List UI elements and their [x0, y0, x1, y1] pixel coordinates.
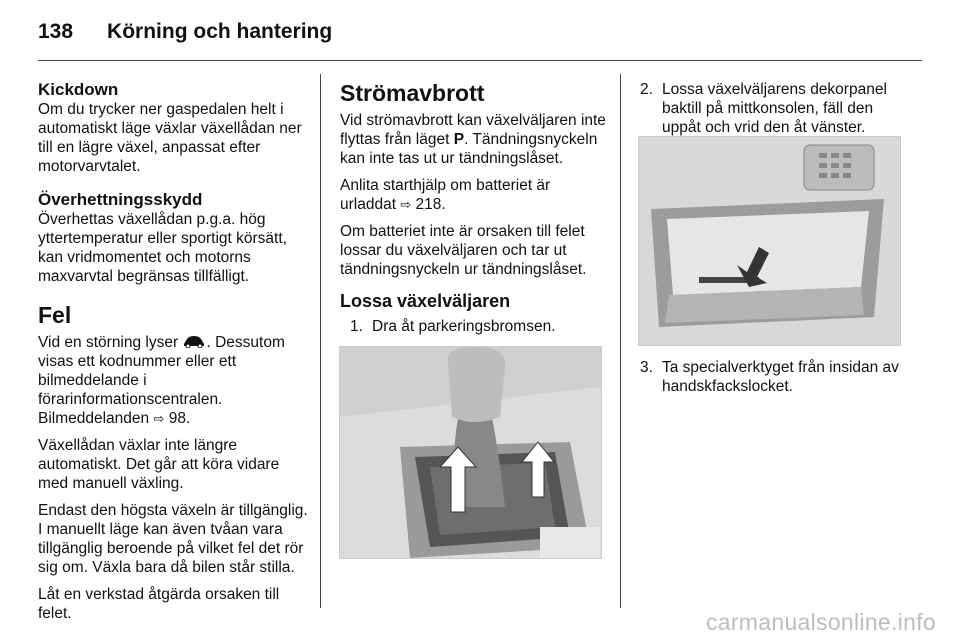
page-reference-arrow-icon: ⇨ [153, 411, 165, 426]
car-transmission-warning-icon [182, 335, 206, 348]
steps-list-3 [640, 358, 910, 396]
column-divider-2 [620, 74, 621, 608]
list-item: 1. Dra åt parkeringsbromsen. [350, 318, 556, 335]
steps-list-1 [340, 317, 608, 336]
list-item: 3. Ta specialverktyget från insidan av handskfackslocket. [640, 359, 899, 395]
fel-heading: Fel [38, 302, 72, 328]
stromavbrott-paragraph-1: Vid strömavbrott kan växelväljaren inte flyttas från läget P. Tändningsnyckeln kan inte tas ut ur tändningslåset. [340, 112, 606, 167]
fel-paragraph-3: Endast den högsta växeln är tillgänglig. I manuellt läge kan även tvåan vara tillgänglig beroende på vilket fel det rör sig om. Växla bara då bilen står stilla. [38, 502, 308, 576]
column-3 [640, 80, 910, 137]
overheat-text: Överhettas växellådan p.g.a. hög yttertemperatur eller sportigt körsätt, kan vridmomentet och motorns maxvarvtal begränsas tillfälligt. [38, 211, 287, 285]
page-header [38, 20, 332, 44]
column-1 [38, 80, 308, 631]
gear-lever-illustration [339, 346, 602, 559]
column-divider-1 [320, 74, 321, 608]
page-number: 138 [38, 20, 74, 43]
fel-paragraph-2: Växellådan växlar inte längre automatiskt. Det går att köra vidare med manuell växling. [38, 437, 280, 492]
fel-paragraph-1: Vid en störning lyser . Dessutom visas ett kodnummer eller ett bilmeddelande i förarinformationscentralen. Bilmeddelanden ⇨ 98. [38, 334, 285, 427]
kickdown-heading: Kickdown [38, 80, 119, 99]
stromavbrott-paragraph-2: Anlita starthjälp om batteriet är urladdat ⇨ 218. [340, 177, 551, 213]
list-item: 2. Lossa växelväljarens dekorpanel baktill på mittkonsolen, fäll den uppåt och vrid den åt vänster. [640, 81, 887, 136]
console-panel-illustration [638, 136, 901, 346]
page-reference-arrow-icon: ⇨ [400, 197, 412, 212]
lossa-heading: Lossa växelväljaren [340, 291, 511, 311]
fel-paragraph-4: Låt en verkstad åtgärda orsaken till felet. [38, 586, 280, 622]
stromavbrott-paragraph-3: Om batteriet inte är orsaken till felet lossar du växelväljaren och tar ut tändningsnyckeln ur tändningslåset. [340, 223, 587, 278]
page-title: Körning och hantering [107, 20, 333, 43]
column-2 [340, 80, 608, 336]
watermark: carmanualsonline.info [705, 609, 936, 635]
header-divider [38, 60, 922, 61]
overheat-heading: Överhettningsskydd [38, 190, 203, 209]
kickdown-text: Om du trycker ner gaspedalen helt i automatiskt läge växlar växellådan ner till en lägre växel, anpassat efter motorvarvtalet. [38, 101, 302, 175]
steps-list-2 [640, 80, 910, 137]
stromavbrott-heading: Strömavbrott [340, 80, 485, 106]
column-3-lower [640, 358, 910, 396]
